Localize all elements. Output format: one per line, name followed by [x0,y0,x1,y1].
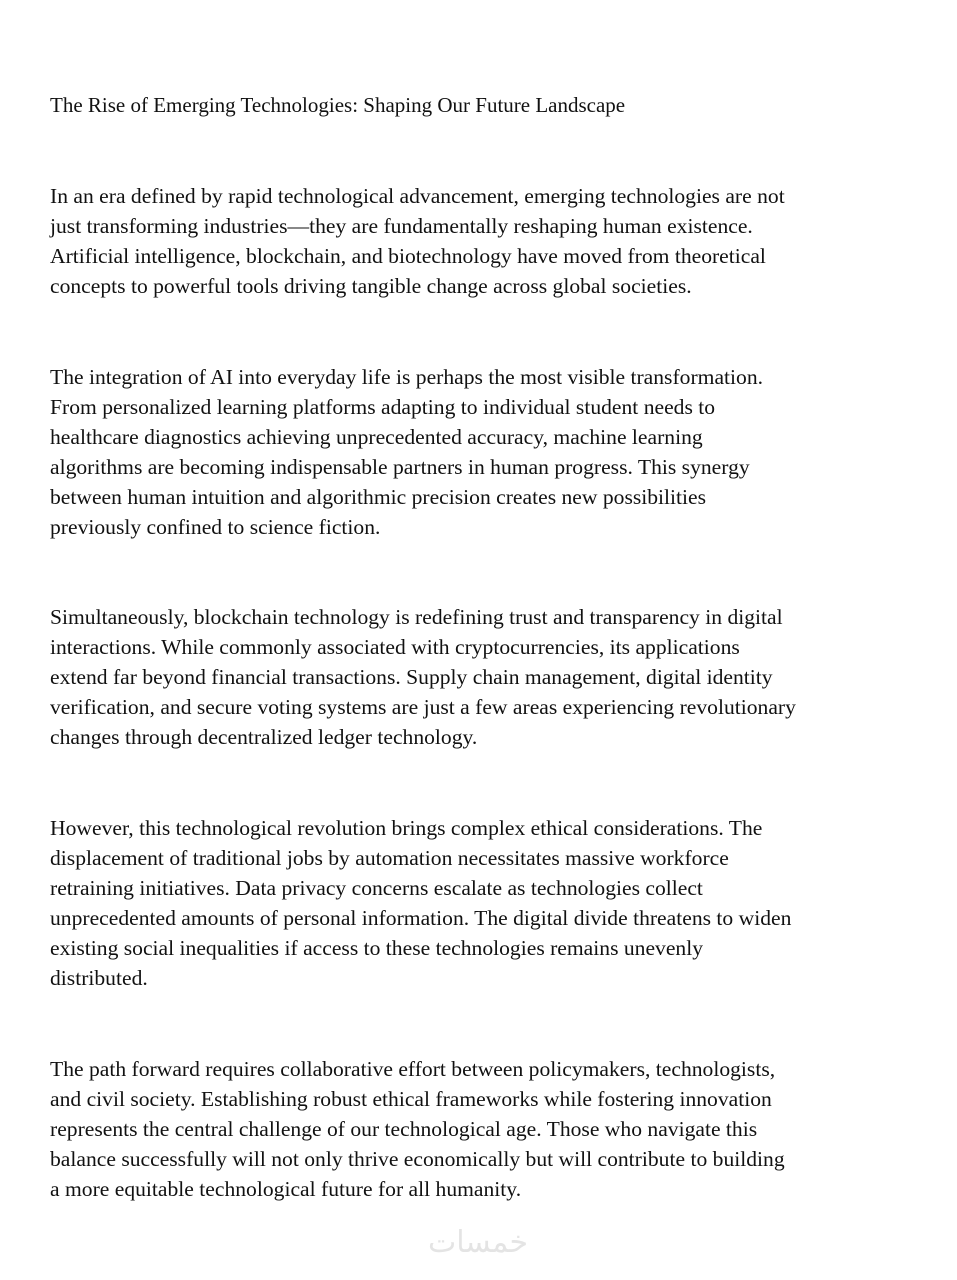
paragraph-line: Artificial intelligence, blockchain, and biotechnology have moved from theoretical [50,244,766,268]
paragraph-line: between human intuition and algorithmic precision creates new possibilities [50,485,707,509]
paragraph-line: extend far beyond financial transactions. Supply chain management, digital identity [50,665,773,689]
paragraph-line: healthcare diagnostics achieving unprecedented accuracy, machine learning [50,425,703,449]
paragraph-line: displacement of traditional jobs by automation necessitates massive workforce [50,846,729,870]
paragraph-line: In an era defined by rapid technological advancement, emerging technologies are not [50,184,785,208]
document-title: The Rise of Emerging Technologies: Shaping Our Future Landscape [50,93,626,117]
paragraph-ai [50,362,763,542]
paragraph-line: concepts to powerful tools driving tangible change across global societies. [50,274,692,298]
paragraph-line: balance successfully will not only thrive economically but will contribute to building [50,1147,785,1171]
paragraph-line: changes through decentralized ledger technology. [50,725,478,749]
paragraph-line: verification, and secure voting systems are just a few areas experiencing revolutionary [50,695,796,719]
paragraph-line: represents the central challenge of our technological age. Those who navigate this [50,1117,758,1141]
paragraph-line: retraining initiatives. Data privacy concerns escalate as technologies collect [50,876,703,900]
paragraph-line: However, this technological revolution brings complex ethical considerations. The [50,816,763,840]
paragraph-line: existing social inequalities if access to these technologies remains unevenly [50,936,704,960]
paragraph-line: and civil society. Establishing robust ethical frameworks while fostering innovation [50,1087,772,1111]
paragraph-blockchain [50,602,796,752]
watermark-logo: خمسات [427,1225,529,1260]
paragraph-line: algorithms are becoming indispensable partners in human progress. This synergy [50,455,750,479]
paragraph-line: unprecedented amounts of personal information. The digital divide threatens to widen [50,906,792,930]
paragraph-line: a more equitable technological future for all humanity. [50,1177,522,1201]
paragraph-line: previously confined to science fiction. [50,515,381,539]
paragraph-line: The integration of AI into everyday life is perhaps the most visible transformation. [50,365,764,389]
paragraph-ethics [50,813,791,993]
paragraph-line: just transforming industries—they are fundamentally reshaping human existence. [50,214,753,238]
paragraph-line: distributed. [50,966,148,990]
paragraph-conclusion [50,1054,785,1204]
paragraph-intro [50,181,785,301]
paragraph-line: From personalized learning platforms adapting to individual student needs to [50,395,716,419]
paragraph-line: Simultaneously, blockchain technology is redefining trust and transparency in digital [50,605,783,629]
paragraph-line: interactions. While commonly associated with cryptocurrencies, its applications [50,635,740,659]
paragraph-line: The path forward requires collaborative effort between policymakers, technologists, [50,1057,776,1081]
